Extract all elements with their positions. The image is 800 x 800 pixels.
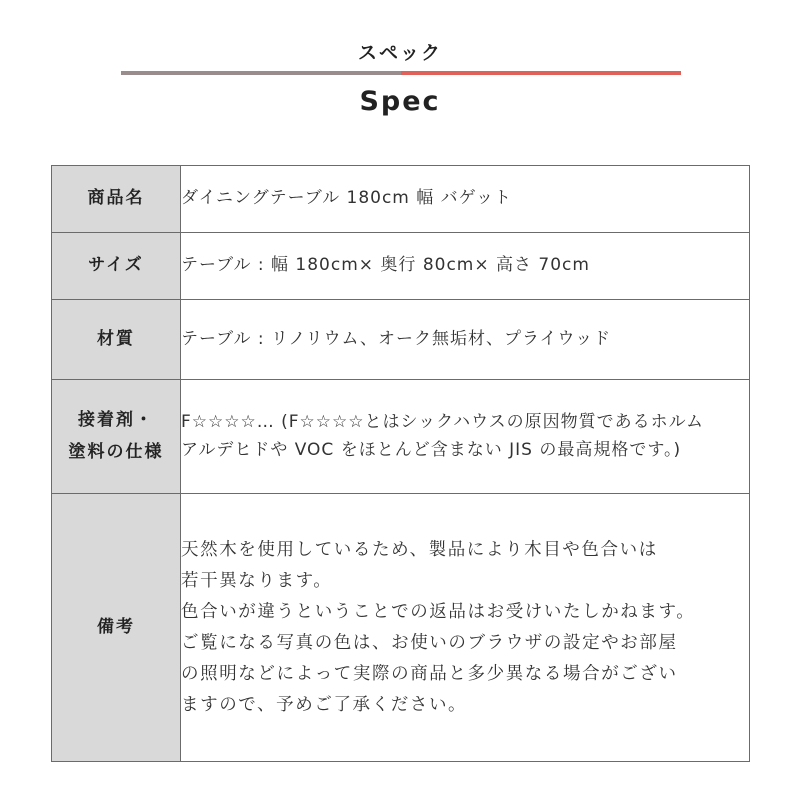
page-title-jp: スペック xyxy=(357,42,442,64)
spec-label-line: 材質 xyxy=(97,328,135,349)
spec-row-size xyxy=(52,233,750,300)
page-title-en: Spec xyxy=(359,86,441,117)
title-divider-left xyxy=(121,71,401,75)
spec-value-line: ダイニングテーブル 180cm 幅 バゲット xyxy=(181,188,512,209)
spec-row-material xyxy=(52,300,750,380)
spec-label xyxy=(52,494,181,762)
spec-value-line: ご覧になる写真の色は、お使いのブラウザの設定やお部屋 xyxy=(181,632,678,653)
spec-label-line: サイズ xyxy=(88,255,144,276)
spec-value-line: テーブル : 幅 180cm× 奥行 80cm× 高さ 70cm xyxy=(181,255,590,276)
spec-label xyxy=(52,233,181,300)
spec-table xyxy=(51,165,750,762)
spec-label-line: 塗料の仕様 xyxy=(68,441,164,462)
spec-value-line: F☆☆☆☆… (F☆☆☆☆とはシックハウスの原因物質であるホルム xyxy=(181,412,704,433)
spec-value-line: 天然木を使用しているため、製品により木目や色合いは xyxy=(181,539,658,560)
title-divider-right xyxy=(401,71,681,75)
spec-value-line: ますので、予めご了承ください。 xyxy=(181,694,468,715)
spec-label xyxy=(52,300,181,380)
spec-label-line: 商品名 xyxy=(87,188,145,209)
spec-value xyxy=(181,380,750,494)
spec-label xyxy=(52,380,181,494)
spec-value xyxy=(181,166,750,233)
spec-label-line: 接着剤・ xyxy=(78,410,154,431)
spec-value-line: アルデヒドや VOC をほとんど含まない JIS の最高規格です。) xyxy=(181,439,682,460)
spec-row-adhesive-paint xyxy=(52,380,750,494)
spec-row-product-name xyxy=(52,166,750,233)
spec-label-line: 備考 xyxy=(97,616,135,637)
spec-label xyxy=(52,166,181,233)
spec-value-line: テーブル : リノリウム、オーク無垢材、プライウッド xyxy=(181,328,612,349)
spec-value xyxy=(181,233,750,300)
spec-value xyxy=(181,494,750,762)
spec-value xyxy=(181,300,750,380)
spec-row-notes xyxy=(52,494,750,762)
spec-value-line: の照明などによって実際の商品と多少異なる場合がござい xyxy=(181,663,678,684)
spec-value-line: 若干異なります。 xyxy=(181,570,333,591)
spec-value-line: 色合いが違うということでの返品はお受けいたしかねます。 xyxy=(181,601,696,622)
